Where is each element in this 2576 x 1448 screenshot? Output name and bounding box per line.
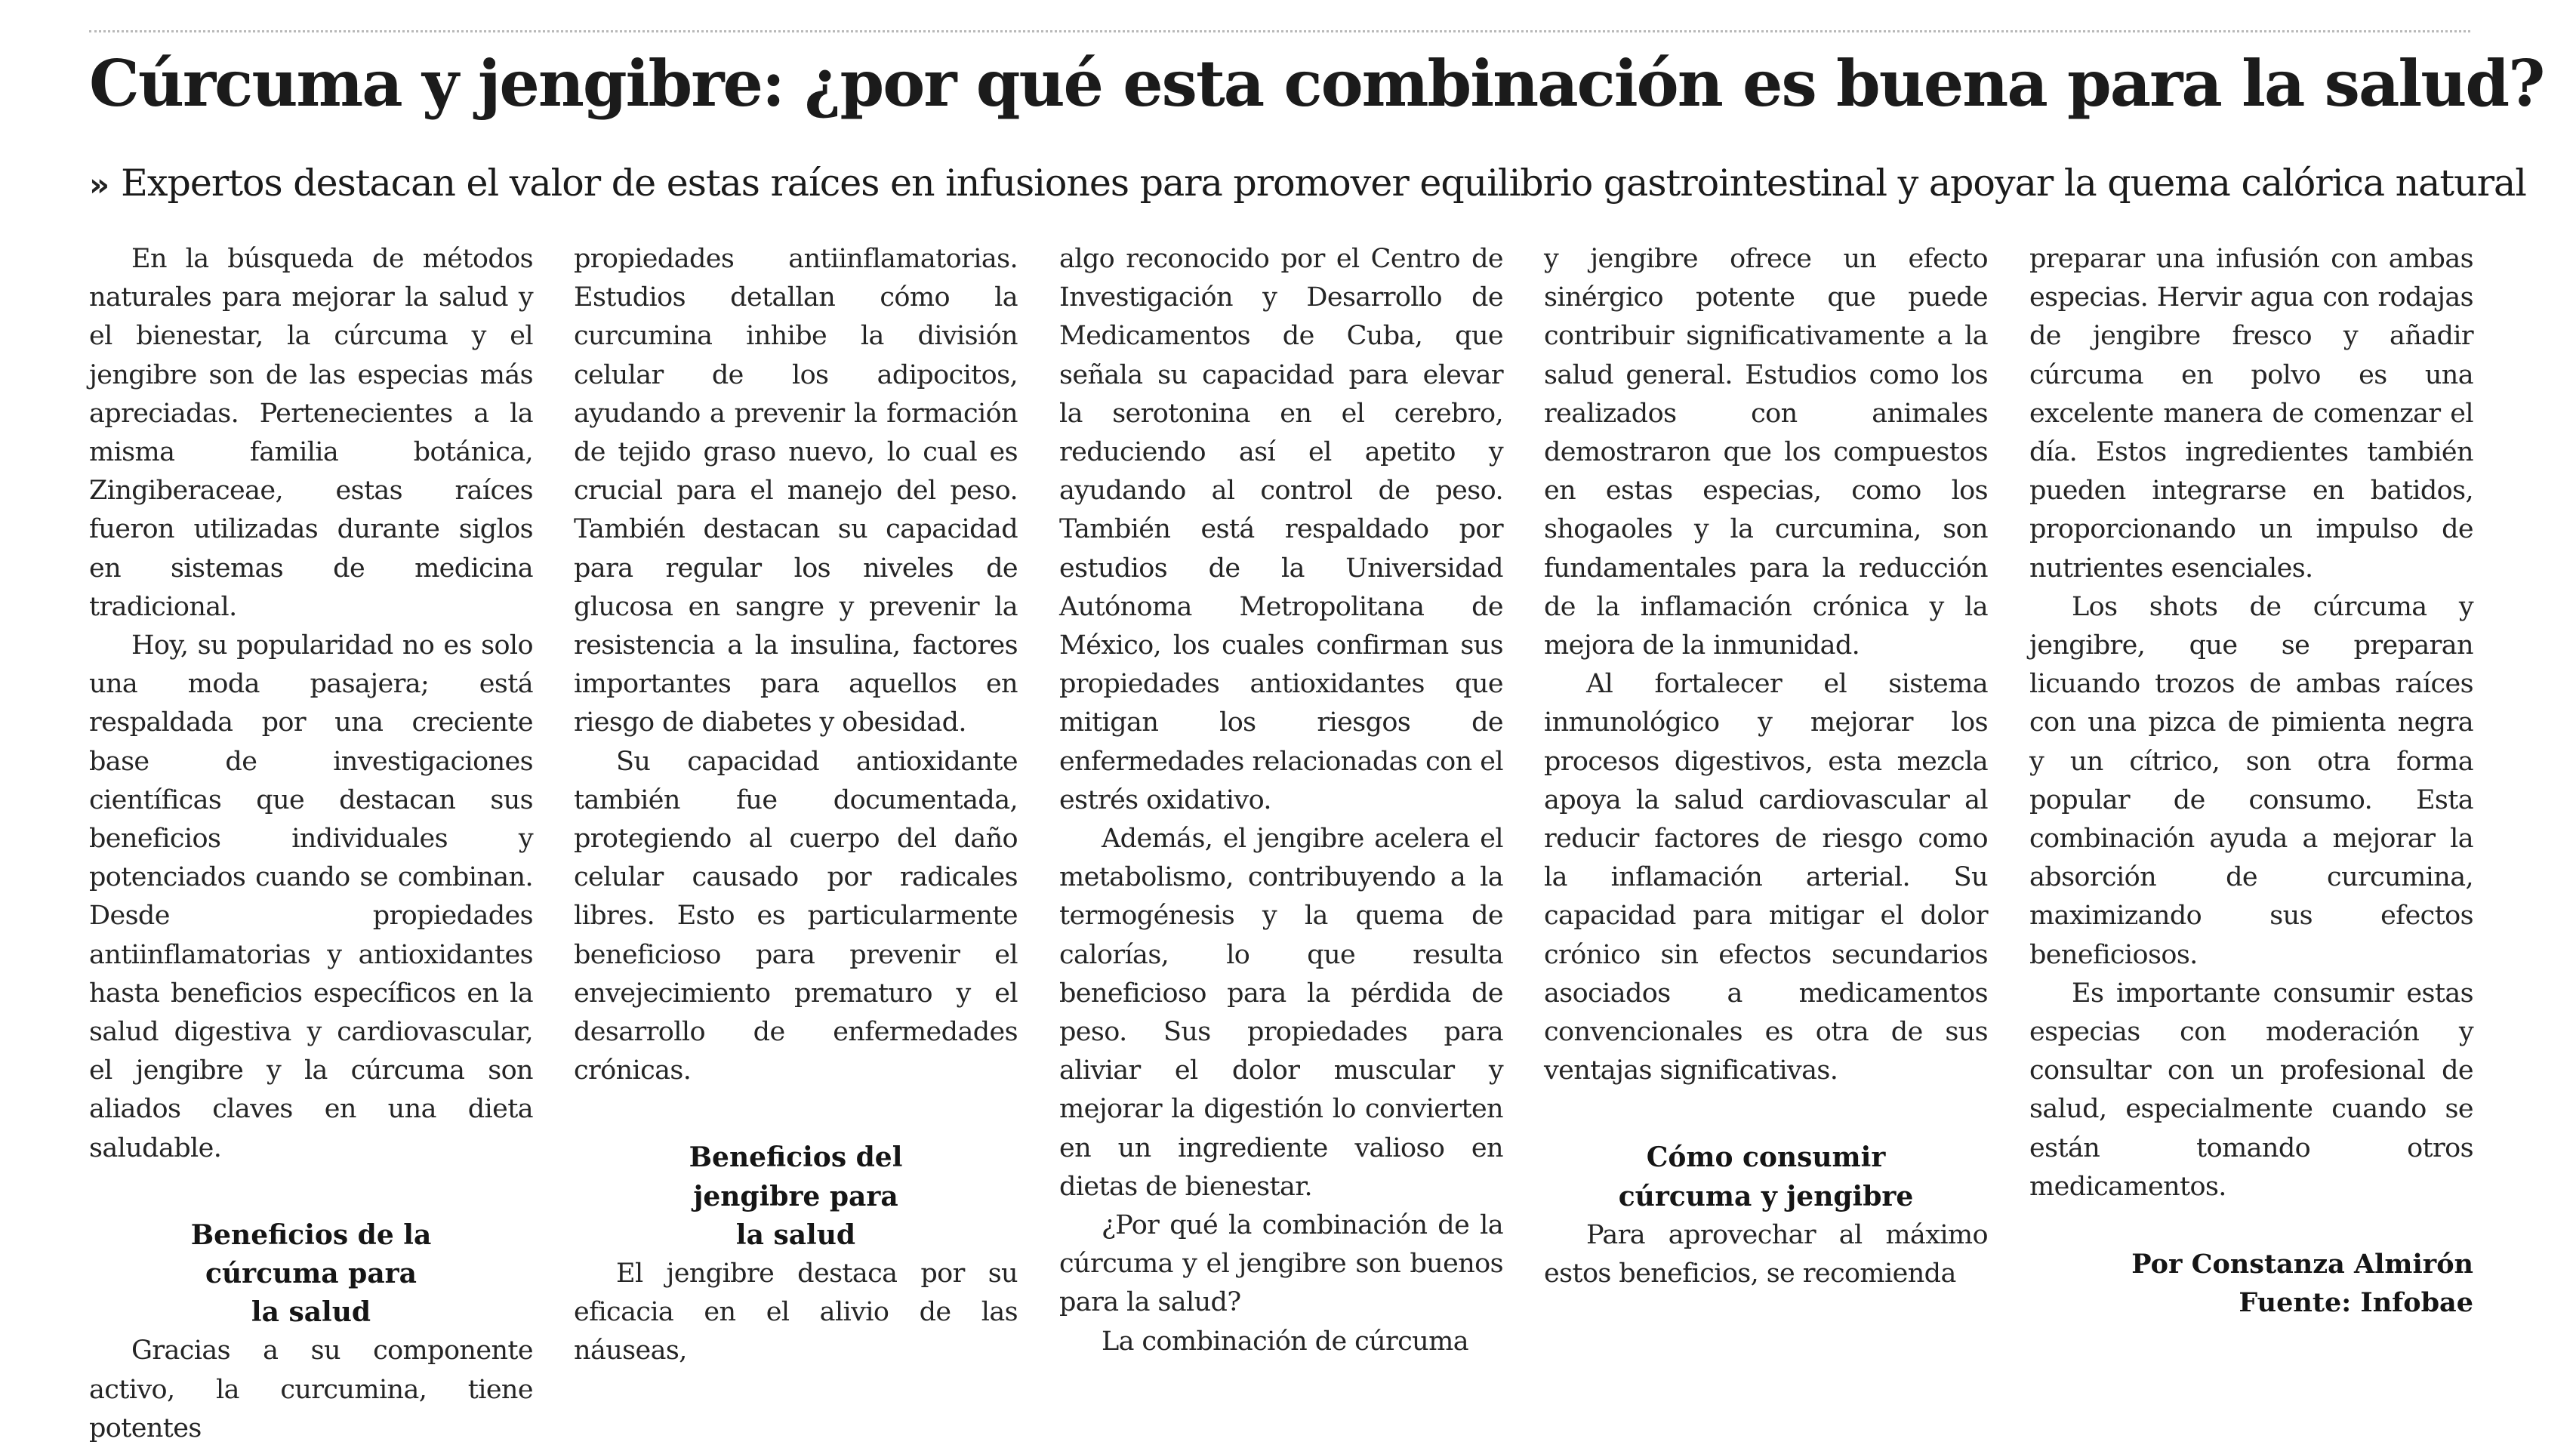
deck (89, 162, 2526, 206)
headline: Cúrcuma y jengibre: ¿por qué esta combinación es buena para la salud? (89, 46, 2544, 121)
paragraph: Hoy, su popularidad no es solo una moda pasajera; está respaldada por una creciente base de investigaciones científicas que destacan sus beneficios individuales y potenciados cuando se combinan. Desde propiedades antiinflamatorias y antioxidantes hasta beneficios específicos en la salud digestiva y cardiovascular, el jengibre y la cúrcuma son aliados claves en una dieta saludable. (89, 630, 533, 1163)
subhead-line: la salud (251, 1296, 371, 1329)
paragraph-continued: algo reconocido por el Centro de Investigación y Desarrollo de Medicamentos de Cuba, que señala su capacidad para elevar la serotonina en el cerebro, reduciendo así el apetito y ayudando al control de peso. También está respaldado por estudios de la Universidad Autónoma Metropolitana de México, los cuales confirman sus propiedades antioxidantes que mitigan los riesgos de enfermedades relacionadas con el estrés oxidativo. (1059, 244, 1503, 815)
subhead-line: Beneficios del (689, 1141, 903, 1174)
paragraph: Gracias a su componente activo, la curcumina, tiene potentes (89, 1336, 533, 1443)
paragraph-continued: preparar una infusión con ambas especias. Hervir agua con rodajas de jengibre fresco y añadir cúrcuma en polvo es una excelente manera de comenzar el día. Estos ingredientes también pueden integrarse en batidos, proporcionando un impulso de nutrientes esenciales. (2029, 244, 2473, 584)
column-5 (2029, 240, 2473, 1322)
source-credit: Fuente: Infobae (2239, 1287, 2473, 1319)
subhead-line: cúrcuma para (205, 1258, 417, 1290)
subhead-line: la salud (735, 1218, 856, 1251)
double-chevron-right-icon: » (89, 166, 109, 203)
paragraph: Los shots de cúrcuma y jengibre, que se preparan licuando trozos de ambas raíces con una pizca de pimienta negra y un cítrico, son otra forma popular de consumo. Esta combinación ayuda a mejorar la absorción de curcumina, maximizando sus efectos beneficiosos. (2029, 591, 2473, 970)
byline-block (2029, 1245, 2473, 1322)
paragraph: Es importante consumir estas especias con moderación y consultar con un profesional de salud, especialmente cuando se están tomando otros medicamentos. (2029, 978, 2473, 1202)
subhead-how-to-consume (1544, 1138, 1988, 1215)
subhead-line: jengibre para (693, 1180, 898, 1212)
subhead-line: Cómo consumir (1646, 1141, 1886, 1174)
subhead-line: Beneficios de la (190, 1218, 432, 1251)
subhead-curcuma-benefits (89, 1216, 533, 1332)
subhead-line: cúrcuma y jengibre (1618, 1180, 1914, 1212)
column-1 (89, 240, 533, 1448)
byline: Por Constanza Almirón (2131, 1249, 2473, 1280)
column-4 (1544, 240, 1988, 1293)
paragraph: Para aprovechar al máximo estos beneficios, se recomienda (1544, 1219, 1988, 1289)
paragraph: Su capacidad antioxidante también fue documentada, protegiendo al cuerpo del daño celular causado por radicales libres. Esto es particularmente beneficioso para prevenir el envejecimiento prematuro y el desarrollo de enfermedades crónicas. (574, 746, 1018, 1086)
paragraph: En la búsqueda de métodos naturales para mejorar la salud y el bienestar, la cúrcuma y el jengibre son de las especias más apreciadas. Pertenecientes a la misma familia botánica, Zingiberaceae, estas raíces fueron utilizadas durante siglos en sistemas de medicina tradicional. (89, 244, 533, 622)
subhead-ginger-benefits (574, 1138, 1018, 1255)
paragraph: ¿Por qué la combinación de la cúrcuma y el jengibre son buenos para la salud? (1059, 1210, 1503, 1318)
paragraph: El jengibre destaca por su eficacia en el alivio de las náuseas, (574, 1259, 1018, 1366)
paragraph: Además, el jengibre acelera el metabolismo, contribuyendo a la termogénesis y la quema de calorías, lo que resulta beneficioso para la pérdida de peso. Sus propiedades para aliviar el dolor muscular y mejorar la digestión lo convierten en un ingrediente valioso en dietas de bienestar. (1059, 824, 1503, 1202)
column-3 (1059, 240, 1503, 1361)
column-2 (574, 240, 1018, 1371)
paragraph: La combinación de cúrcuma (1102, 1326, 1468, 1357)
paragraph-continued: propiedades antiinflamatorias. Estudios detallan cómo la curcumina inhibe la división celular de los adipocitos, ayudando a prevenir la formación de tejido graso nuevo, lo cual es crucial para el manejo del peso. También destacan su capacidad para regular los niveles de glucosa en sangre y prevenir la resistencia a la insulina, factores importantes para aquellos en riesgo de diabetes y obesidad. (574, 244, 1018, 738)
paragraph: Al fortalecer el sistema inmunológico y mejorar los procesos digestivos, esta mezcla apoya la salud cardiovascular al reducir factores de riesgo como la inflamación arterial. Su capacidad para mitigar el dolor crónico sin efectos secundarios asociados a medicamentos convencionales es otra de sus ventajas significativas. (1544, 669, 1988, 1086)
paragraph-continued: y jengibre ofrece un efecto sinérgico potente que puede contribuir significativamente a la salud general. Estudios como los realizados con animales demostraron que los compuestos en estas especias, como los shogaoles y la curcumina, son fundamentales para la reducción de la inflamación crónica y la mejora de la inmunidad. (1544, 244, 1988, 661)
deck-text: Expertos destacan el valor de estas raíces en infusiones para promover equilibrio gastrointestinal y apoyar la quema calórica natural (121, 162, 2526, 205)
top-dotted-rule (89, 30, 2470, 32)
